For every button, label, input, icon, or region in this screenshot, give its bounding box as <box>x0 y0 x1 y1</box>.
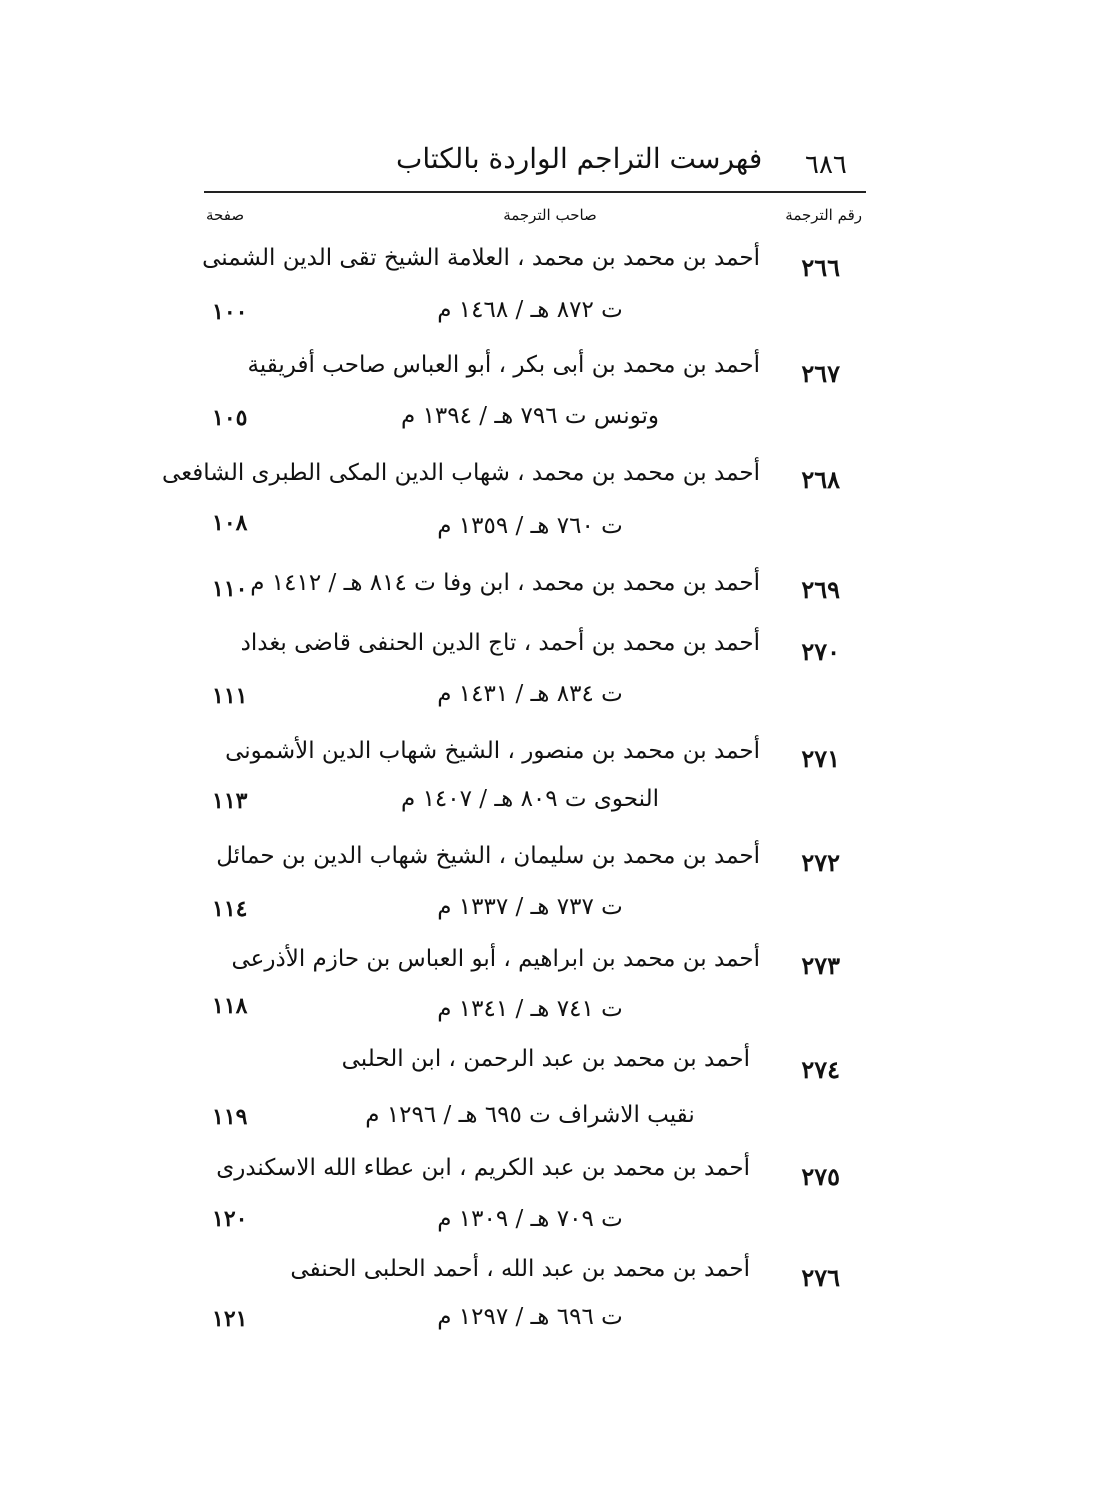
entry-number: ٢٧٦ <box>801 1263 840 1292</box>
entry-page-number: ١١٠ <box>212 576 248 602</box>
entry-name-line2: ت ٧٦٠ هـ / ١٣٥٩ م <box>437 513 623 539</box>
entry-page-number: ١٠٨ <box>212 510 248 536</box>
entry-name-line1: أحمد بن محمد بن محمد ، العلامة الشيخ تقى الدين الشمنى <box>202 245 760 271</box>
column-header-name: صاحب الترجمة <box>503 206 597 224</box>
entry-number: ٢٦٦ <box>801 253 840 282</box>
entry-name-line1: أحمد بن محمد بن عبد الرحمن ، ابن الحلبى <box>341 1046 750 1072</box>
page-title: فهرست التراجم الواردة بالكتاب <box>396 142 763 175</box>
entry-number: ٢٧٣ <box>801 951 840 980</box>
entry-name-line2: ت ٧٣٧ هـ / ١٣٣٧ م <box>437 894 623 920</box>
entry-number: ٢٧٤ <box>801 1055 840 1084</box>
entry-name-line2: وتونس ت ٧٩٦ هـ / ١٣٩٤ م <box>401 403 659 429</box>
page-number: ٦٨٦ <box>805 150 847 180</box>
entry-number: ٢٧٢ <box>801 848 840 877</box>
column-header-number: رقم الترجمة <box>785 206 862 224</box>
entry-number: ٢٧٥ <box>801 1162 840 1191</box>
entry-page-number: ١٠٥ <box>212 405 248 431</box>
entry-page-number: ١٠٠ <box>212 299 248 325</box>
entry-number: ٢٦٨ <box>801 465 840 494</box>
entry-name-line2: ت ٦٩٦ هـ / ١٢٩٧ م <box>437 1304 623 1330</box>
entry-page-number: ١١٨ <box>212 993 248 1019</box>
entry-name-line2: النحوى ت ٨٠٩ هـ / ١٤٠٧ م <box>401 786 659 812</box>
entry-name-line1: أحمد بن محمد بن محمد ، ابن وفا ت ٨١٤ هـ / ١٤١٢ م <box>250 570 760 596</box>
header-rule <box>204 191 866 193</box>
entry-page-number: ١٢٠ <box>212 1206 248 1232</box>
entry-page-number: ١١٩ <box>212 1104 248 1130</box>
entry-name-line2: ت ٧٤١ هـ / ١٣٤١ م <box>437 996 623 1022</box>
entry-page-number: ١١٣ <box>212 788 248 814</box>
entry-page-number: ١٢١ <box>212 1306 248 1332</box>
entry-name-line2: ت ٨٣٤ هـ / ١٤٣١ م <box>437 681 623 707</box>
entry-name-line1: أحمد بن محمد بن ابراهيم ، أبو العباس بن حازم الأذرعى <box>231 946 760 972</box>
entry-name-line1: أحمد بن محمد بن أحمد ، تاج الدين الحنفى قاضى بغداد <box>240 630 760 656</box>
entry-number: ٢٦٩ <box>801 575 840 604</box>
entry-number: ٢٦٧ <box>801 359 840 388</box>
entry-name-line2: ت ٧٠٩ هـ / ١٣٠٩ م <box>437 1206 623 1232</box>
entry-page-number: ١١١ <box>212 683 248 709</box>
entry-name-line1: أحمد بن محمد بن منصور ، الشيخ شهاب الدين الأشمونى <box>225 738 760 764</box>
entry-number: ٢٧١ <box>801 744 840 773</box>
entry-name-line1: أحمد بن محمد بن أبى بكر ، أبو العباس صاحب أفريقية <box>247 352 760 378</box>
entry-page-number: ١١٤ <box>212 896 248 922</box>
entry-name-line2: ت ٨٧٢ هـ / ١٤٦٨ م <box>437 297 623 323</box>
column-header-page: صفحة <box>206 206 245 224</box>
entry-name-line2: نقيب الاشراف ت ٦٩٥ هـ / ١٢٩٦ م <box>365 1102 695 1128</box>
entry-name-line1: أحمد بن محمد بن عبد الله ، أحمد الحلبى الحنفى <box>290 1256 750 1282</box>
entry-name-line1: أحمد بن محمد بن عبد الكريم ، ابن عطاء الله الاسكندرى <box>216 1155 750 1181</box>
entry-number: ٢٧٠ <box>801 637 840 666</box>
entry-name-line1: أحمد بن محمد بن محمد ، شهاب الدين المكى الطبرى الشافعى <box>162 460 760 486</box>
entry-name-line1: أحمد بن محمد بن سليمان ، الشيخ شهاب الدين بن حمائل <box>216 843 760 869</box>
